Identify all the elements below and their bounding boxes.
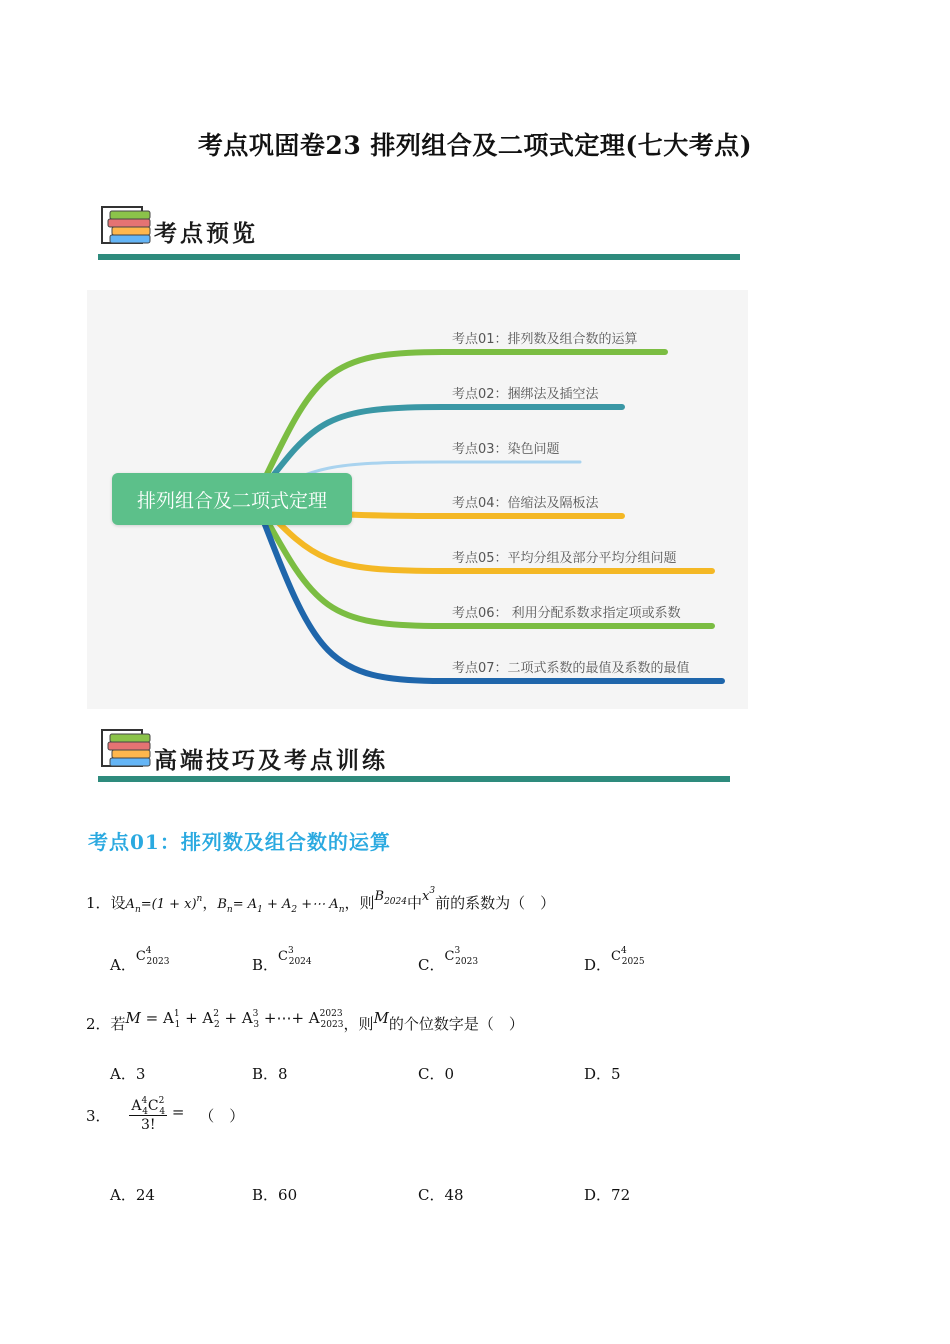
- q3-option: B．60: [252, 1186, 298, 1204]
- q3-equals: =: [171, 1102, 185, 1121]
- mindmap-panel: [87, 290, 748, 709]
- q3-denominator: 3!: [140, 1117, 156, 1133]
- q1-mid: 中: [406, 894, 422, 912]
- mindmap-root: 排列组合及二项式定理: [112, 473, 352, 525]
- q1-number: 1．设: [86, 894, 126, 912]
- q3-option: D．72: [584, 1186, 631, 1204]
- mindmap-branch-label: 考点07：二项式系数的最值及系数的最值: [452, 661, 690, 676]
- q1-expr: =(1 + x): [140, 897, 197, 912]
- q1-option: A．$C^4_{2023}$: [110, 946, 170, 974]
- mindmap-branch-label: 考点06： 利用分配系数求指定项或系数: [452, 606, 681, 621]
- q1-tail: 前的系数为（ ）: [435, 894, 556, 912]
- banner-preview-text: 考点预览: [154, 220, 258, 247]
- question-3: [86, 1098, 244, 1133]
- q2-tail: 的个位数字是（ ）: [388, 1015, 524, 1033]
- q3-numerator: $A^4_4C^2_4$: [131, 1096, 166, 1117]
- mindmap-branch-label: 考点02：捆绑法及插空法: [452, 387, 599, 402]
- q1-option: C．$C^3_{2023}$: [418, 946, 479, 974]
- q2-M: M: [373, 1009, 389, 1027]
- q1-option: D．$C^4_{2025}$: [584, 946, 645, 974]
- q2-then: ，则: [343, 1015, 374, 1033]
- q2-option: A．3: [110, 1065, 146, 1083]
- q2-option: D．5: [584, 1065, 621, 1083]
- q1-option: B．$C^3_{2024}$: [252, 946, 312, 974]
- q3-tail: （ ）: [199, 1107, 245, 1125]
- q2-option: C．0: [418, 1065, 455, 1083]
- q1-then: ，则: [344, 894, 375, 912]
- banner-preview: [98, 205, 740, 261]
- mindmap-branch-label: 考点05：平均分组及部分平均分组问题: [452, 551, 677, 566]
- mindmap-branch-label: 考点04：倍缩法及隔板法: [452, 496, 599, 511]
- q2-expr: $M = A^1_1 + A^2_2 + A^3_3$ +⋯+ $A^{2023}_{2023}$: [125, 1009, 344, 1030]
- q3-option: A．24: [110, 1186, 155, 1204]
- q1-B2024: $B_{2024}$: [374, 889, 407, 907]
- books-icon: [100, 728, 156, 770]
- q2-number: 2．若: [86, 1015, 126, 1033]
- q3-fraction: [129, 1098, 167, 1133]
- page-title: 考点巩固卷23 排列组合及二项式定理(七大考点): [197, 131, 753, 160]
- q1-An: $A_n$: [125, 897, 141, 915]
- mindmap-branch-label: 考点01：排列数及组合数的运算: [452, 332, 638, 347]
- q3-option: C．48: [418, 1186, 464, 1204]
- q1-comma: ，: [202, 894, 218, 912]
- banner-training: [98, 728, 730, 784]
- q2-option: B．8: [252, 1065, 288, 1083]
- section-heading: 考点01：排列数及组合数的运算: [88, 830, 391, 854]
- q1-Bn: $B_n= A_1 + A_2$ +⋯ $A_n$: [217, 897, 345, 915]
- q1-x3: $x^3$: [421, 886, 436, 904]
- banner-training-text: 高端技巧及考点训练: [154, 747, 388, 774]
- mindmap-branch-label: 考点03：染色问题: [452, 442, 560, 457]
- banner-preview-rule: [98, 254, 740, 260]
- question-2: [86, 1009, 524, 1034]
- books-icon: [100, 205, 156, 247]
- banner-training-rule: [98, 776, 730, 782]
- q3-number: 3．: [86, 1107, 111, 1125]
- question-1: 1．设$A_n=(1 + x)^n$，$B_n= A_1 + A_2$ +⋯ $A_n$，则$B_{2024}$中$x^3$前的系数为（ ）: [86, 886, 556, 915]
- mindmap-branch-line: [255, 499, 722, 681]
